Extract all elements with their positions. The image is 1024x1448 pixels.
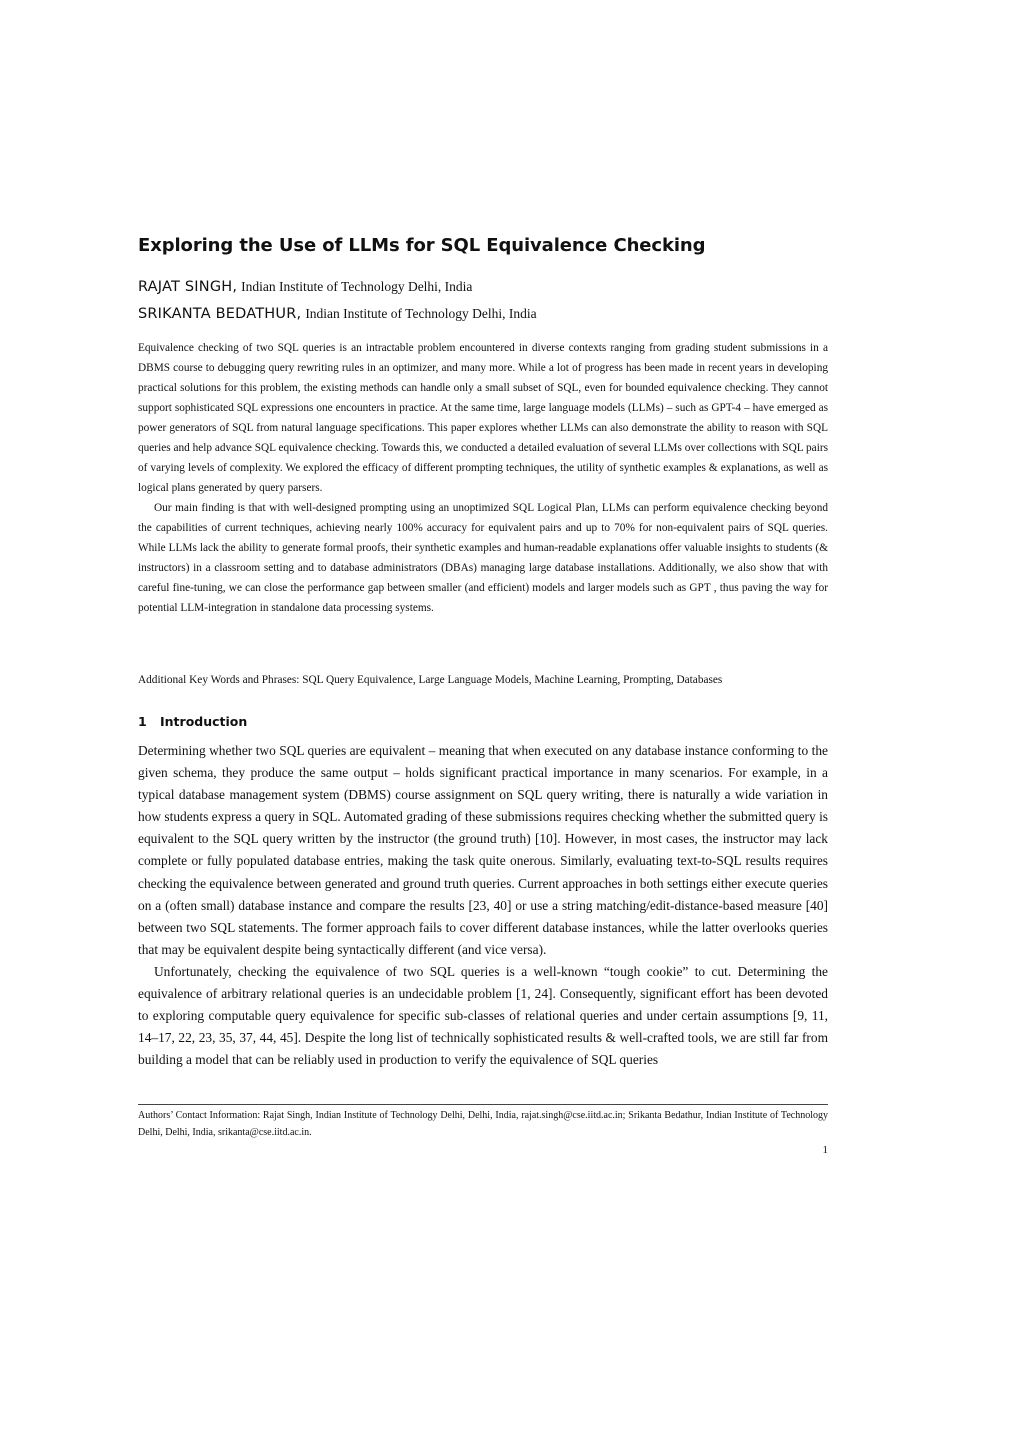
page-number: 1 [822,1144,828,1156]
author-affiliation: Indian Institute of Technology Delhi, India [305,306,537,321]
section-number: 1 [138,714,147,729]
abstract-paragraph: Our main finding is that with well-designed prompting using an unoptimized SQL Logical Plan, LLMs can perform equivalence checking beyond the capabilities of current techniques, achieving nearly 100% accuracy for equivalent pairs and up to 70% for non-equivalent pairs of SQL queries. While LLMs lack the ability to generate formal proofs, their synthetic examples and human-readable explanations offer valuable insights to students (& instructors) in a classroom setting and to database administrators (DBAs) managing large database installations. Additionally, we also show that with careful fine-tuning, we can close the performance gap between smaller (and efficient) models and larger models such as GPT , thus paving the way for potential LLM-integration in standalone data processing systems. [138,502,828,614]
author-2 [138,305,537,323]
body-paragraph: Determining whether two SQL queries are equivalent – meaning that when executed on any database instance conforming to the given schema, they produce the same output – holds significant practical importance in many scenarios. For example, in a typical database management system (DBMS) course assignment on SQL query writing, there is naturally a wide variation in how students express a query in SQL. Automated grading of these submissions requires checking whether the submitted query is equivalent to the SQL query written by the instructor (the ground truth) [10]. However, in most cases, the instructor may lack complete or fully populated database entries, making the task quite onerous. Similarly, evaluating text-to-SQL results requires checking the equivalence between generated and ground truth queries. Current approaches in both settings either execute queries on a (often small) database instance and compare the results [23, 40] or use a string matching/edit-distance-based measure [40] between two SQL statements. The former approach fails to cover different database instances, while the latter overlooks queries that may be equivalent despite being syntactically different (and vice versa). [138,743,828,957]
section-heading [138,714,247,729]
author-name: SRIKANTA BEDATHUR, [138,306,302,322]
paper-page [138,0,828,1448]
abstract-paragraph: Equivalence checking of two SQL queries is an intractable problem encountered in diverse contexts ranging from grading student submissions in a DBMS course to debugging query rewriting rules in an optimizer, and many more. While a lot of progress has been made in recent years in developing practical solutions for this problem, the existing methods can handle only a small subset of SQL, even for bounded equivalence checking. They cannot support sophisticated SQL expressions one encounters in practice. At the same time, large language models (LLMs) – such as GPT-4 – have emerged as power generators of SQL from natural language specifications. This paper explores whether LLMs can also demonstrate the ability to reason with SQL queries and help advance SQL equivalence checking. Towards this, we conducted a detailed evaluation of several LLMs over collections with SQL pairs of varying levels of complexity. We explored the efficacy of different prompting techniques, the utility of synthetic examples & explanations, as well as logical plans generated by query parsers. [138,342,828,494]
author-1 [138,278,472,296]
abstract [138,338,828,618]
footnote-rule [138,1104,828,1105]
body-paragraph: Unfortunately, checking the equivalence of two SQL queries is a well-known “tough cookie” to cut. Determining the equivalence of arbitrary relational queries is an undecidable problem [1, 24]. Consequently, significant effort has been devoted to exploring computable query equivalence for specific sub-classes of relational queries and under certain assumptions [9, 11, 14–17, 22, 23, 35, 37, 44, 45]. Despite the long list of technically sophisticated results & well-crafted tools, we are still far from building a model that can be reliably used in production to verify the equivalence of SQL queries [138,963,828,1068]
introduction-body [138,740,828,1071]
section-title: Introduction [160,714,248,729]
keywords: Additional Key Words and Phrases: SQL Query Equivalence, Large Language Models, Machine Learning, Prompting, Databases [138,674,723,686]
author-affiliation: Indian Institute of Technology Delhi, India [241,279,473,294]
author-name: RAJAT SINGH, [138,279,238,295]
paper-title: Exploring the Use of LLMs for SQL Equivalence Checking [138,235,706,256]
footnote: Authors’ Contact Information: Rajat Singh, Indian Institute of Technology Delhi, Delhi, India, rajat.singh@cse.iitd.ac.in; Srikanta Bedathur, Indian Institute of Technology Delhi, Delhi, India, srikanta@cse.iitd.ac.in. [138,1110,828,1138]
